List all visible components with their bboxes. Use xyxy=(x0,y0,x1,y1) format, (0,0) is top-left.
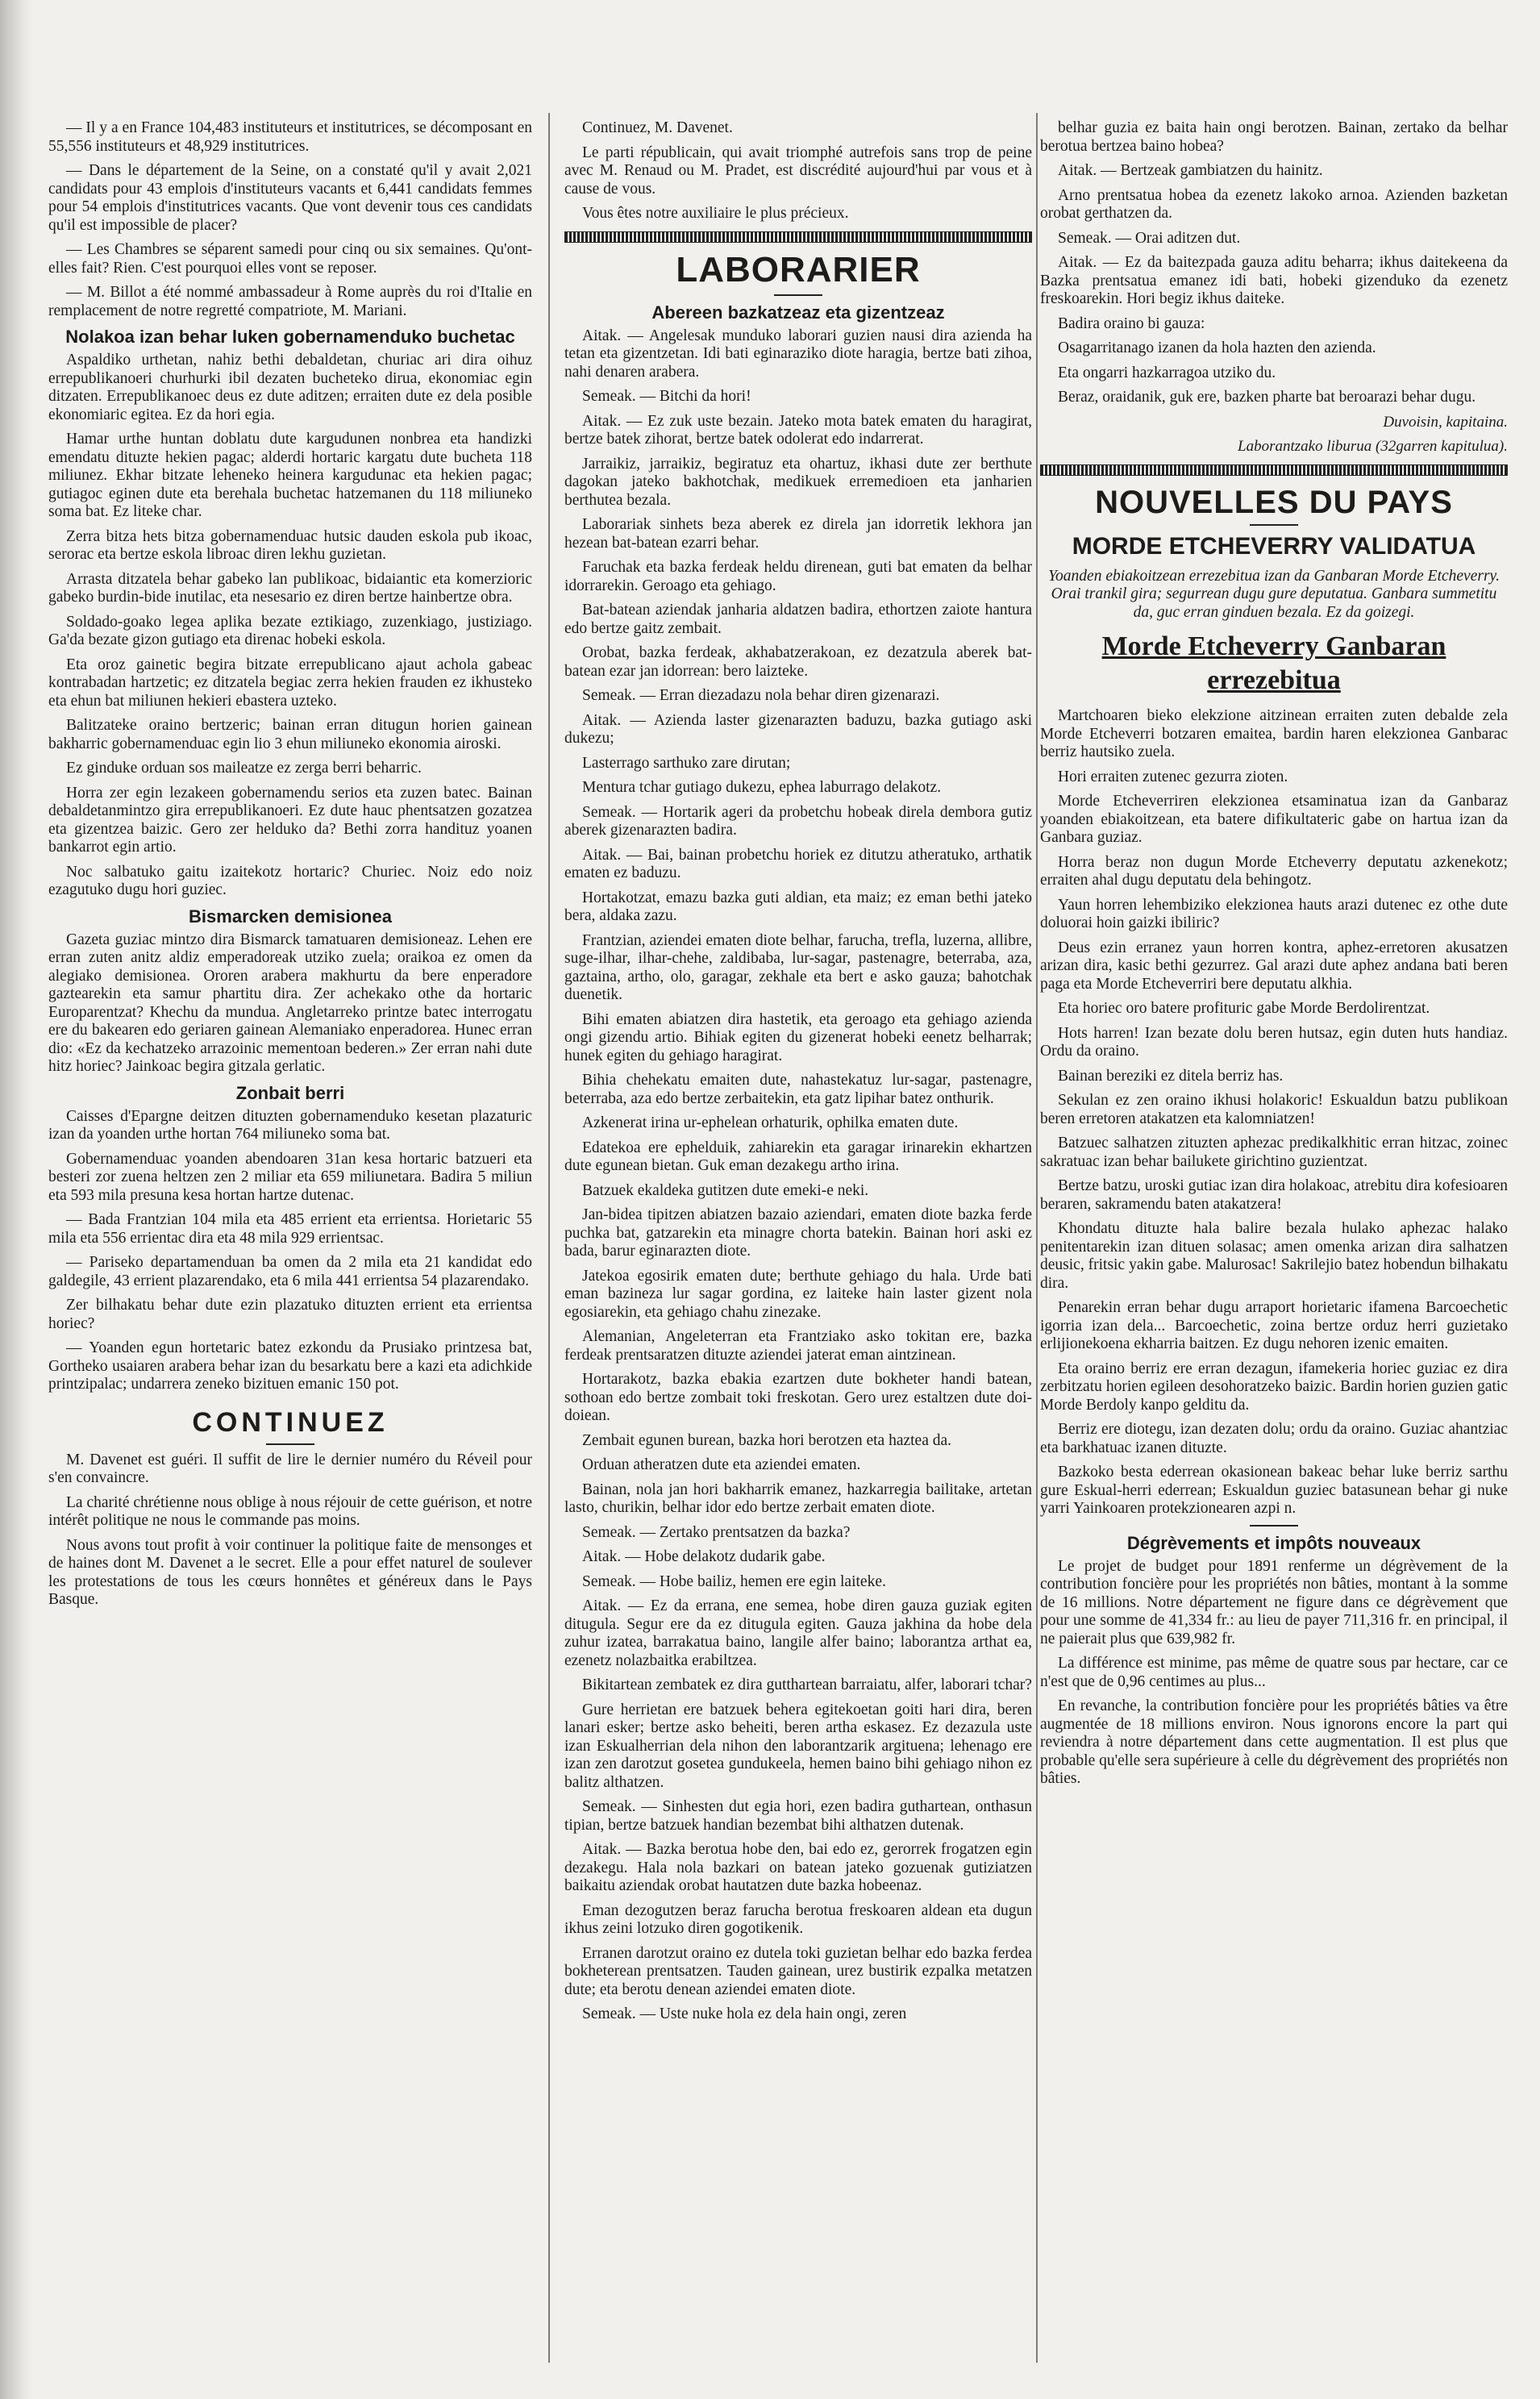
heading-continuez: CONTINUEZ xyxy=(192,1406,389,1438)
heading-degrevements: Dégrèvements et impôts nouveaux xyxy=(1126,1532,1421,1553)
article-gobernamendu xyxy=(48,352,532,900)
paragraph: Khondatu dituzte hala balire bezala hulako aphezac halako penitentarekin izan dituen solasac; amen omenka arizan dira salhatzen deusic, fritsic yakin gabe. Malurosac! Sakrilejio batez hobendun bilhakatu dira. xyxy=(1040,1220,1508,1292)
paragraph: Aitak. — Ez zuk uste bezain. Jateko mota batek ematen du haragirat, bertze batek zihorat, bertze batek odolerat edo indarrerat. xyxy=(564,412,1032,448)
paragraph: Semeak. — Zertako prentsatzen da bazka? xyxy=(582,1523,851,1541)
paragraph: Badira oraino bi gauza: xyxy=(1058,314,1205,332)
paragraph: Bazkoko besta ederrean okasionean bakeac behar luke berriz sarthu gure Eskual-herri ederrean; Eskualdun guziec batasunean behar gi nuke yarri Yainkoaren protekzionearen azpi n. xyxy=(1040,1464,1508,1517)
banner-rule xyxy=(564,231,1032,243)
column-2 xyxy=(564,119,1032,2369)
paragraph: Laborariak sinhets beza aberek ez direla jan idorretik lekhora jan hezean bat-batean ezarri behar. xyxy=(564,516,1032,552)
paragraph: Aitak. — Bai, bainan probetchu horiek ez ditutzu atheratuko, arthatik ematen ez baduzu. xyxy=(564,846,1032,881)
paragraph: Aitak. — Bertzeak gambiatzen du hainitz. xyxy=(1058,162,1323,179)
paragraph: Aspaldiko urthetan, nahiz bethi debaldetan, churiac ari dira oihuz errepublikanoeri churhurki ibil dezaten bucheteko dirua, ekonomiac egin ditzaten. Errepublikanoec deus ez dute aditzen; erraiten dute ez dela posible ekonomiaric egitea. Ez da hori egia. xyxy=(48,352,532,423)
paragraph: Osagarritanago izanen da hola hazten den azienda. xyxy=(1058,339,1376,356)
paragraph: Batzuek ekaldeka gutitzen dute emeki-e neki. xyxy=(582,1181,869,1199)
divider xyxy=(774,294,822,296)
heading-bismarck: Bismarcken demisionea xyxy=(189,906,392,927)
paragraph: Yaun horren lehembiziko elekzionea hauts arazi dutenec ez othe dute doluorai hoin gaizki ibiliric? xyxy=(1040,896,1508,931)
paragraph: Beraz, oraidanik, guk ere, bazken pharte bat beroarazi behar dugu. xyxy=(1058,389,1476,406)
paragraph: Sekulan ez zen oraino ikhusi holakoric! Eskualdun batzu publikoan beren erretoren atakatzen eta kalomniatzen! xyxy=(1040,1092,1508,1127)
paragraph: Noc salbatuko gaitu izaitekotz hortaric? Churiec. Noiz edo noiz ezagutuko dugu hori guziec. xyxy=(48,863,532,898)
paragraph: Bihia chehekatu emaiten dute, nahastekatuz lur-sagar, pastenagre, beterraba, aza edo bertze zerbaitekin, eta gatz lipihar batez onthurik. xyxy=(564,1072,1032,1107)
heading-morde-validatua: MORDE ETCHEVERRY VALIDATUA xyxy=(1072,532,1476,560)
article-continuez xyxy=(48,1451,532,1610)
paragraph: Orduan atheratzen dute eta aziendei ematen. xyxy=(582,1456,861,1473)
paragraph: Azkenerat irina ur-ephelean orhaturik, ophilka ematen dute. xyxy=(582,1114,959,1131)
column-rule-2 xyxy=(1036,113,1038,2363)
heading-nouvelles: NOUVELLES DU PAYS xyxy=(1095,484,1453,520)
paragraph: Morde Etcheverriren elekzionea etsaminatua izan da Ganbaraz yoanden ebiakoitzean, eta batere difikultateric gabe on hartua izan da Ganbara guziaz. xyxy=(1040,793,1508,846)
paragraph: Jarraikiz, jarraikiz, begiratuz eta ohartuz, ikhasi dute zer berthute dagokan jateko bakhotchak, medikuek erremedioen eta janharien berthutea bezala. xyxy=(564,455,1032,509)
paragraph: Aitak. — Angelesak munduko laborari guzien nausi dira azienda ha tetan eta gizentzetan. Idi bati eginaraziko diote haragia, bertze bati zihoa, nahi denaren arabera. xyxy=(564,327,1032,381)
paragraph: Semeak. — Hobe bailiz, hemen ere egin laiteke. xyxy=(582,1572,886,1590)
paragraph: — M. Billot a été nommé ambassadeur à Rome auprès du roi d'Italie en remplacement de notre regretté compatriote, M. Mariani. xyxy=(48,284,532,319)
paragraph: Bat-batean aziendak janharia aldatzen badira, ethortzen zaiote hantura edo bertze gaitz zembait. xyxy=(564,602,1032,637)
paragraph: Semeak. — Uste nuke hola ez dela hain ongi, zeren xyxy=(582,2005,907,2022)
paragraph: Eta oroz gainetic begira bitzate errepublicano ajaut achola gabeac kontrabadan hartzetic; ez ditzatela begiac zerra hekien frauden ez ikhusteko eta ehun bat miliunen hekieri ebastera uzteko. xyxy=(48,656,532,710)
paragraph: Mentura tchar gutiago dukezu, ephea laburrago delakotz. xyxy=(582,779,942,796)
paragraph: Hortakotzat, emazu bazka guti aldian, eta maiz; ez eman bethi jateko bera, aldaka zazu. xyxy=(564,889,1032,924)
signature-source: Laborantzako liburua (32garren kapitulua). xyxy=(1238,438,1508,455)
paragraph: Martchoaren bieko elekzione aitzinean erraiten zuten debalde zela Morde Etcheverri botzaren emaitea, bardin haren elekzionea Ganbarac berriz hautsiko zuela. xyxy=(1040,707,1508,760)
paragraph: En revanche, la contribution foncière pour les propriétés bâties va être augmentée de 18 millions environ. Nous ignorons encore la part qui reviendra à notre département dans cette augmentation. Il est plus que probable qu'elle sera supérieure à celle du dégrèvement des propriétés non bâties. xyxy=(1040,1697,1508,1787)
paragraph: Aitak. — Hobe delakotz dudarik gabe. xyxy=(582,1548,826,1565)
article-continuez-end xyxy=(564,119,1032,223)
paragraph: Hots harren! Izan bezate dolu beren hutsaz, egin duten huts handiaz. Ordu da oraino. xyxy=(1040,1024,1508,1060)
heading-abereen: Abereen bazkatzeaz eta gizentzeaz xyxy=(651,302,945,323)
column-1 xyxy=(48,119,532,2369)
paragraph: Bikitartean zembatek ez dira gutthartean barraiatu, alfer, laborari tchar? xyxy=(582,1676,1032,1693)
heading-morde-ganbaran: Morde Etcheverry Ganbaran errezebitua xyxy=(1101,631,1446,695)
paragraph: La différence est minime, pas même de quatre sous par hectare, car ce n'est que de 0,96 centimes au plus... xyxy=(1040,1655,1508,1690)
paragraph: La charité chrétienne nous oblige à nous réjouir de cette guérison, et notre intérêt politique ne nous le commande pas moins. xyxy=(48,1493,532,1529)
paragraph: Jan-bidea tipitzen abiatzen bazaio aziendari, ematen diote bazka ferde puchka bat, gatzarekin eta minagre chorta batekin. Bainan hori aski ez bada, barur eginarazten diote. xyxy=(564,1206,1032,1260)
paragraph: Zer bilhakatu behar dute ezin plazatuko dituzten errient eta errientsa horiec? xyxy=(48,1297,532,1332)
article-degrevements xyxy=(1040,1558,1508,1789)
paragraph: Eta horiec oro batere profituric gabe Morde Berdolirentzat. xyxy=(1058,1000,1430,1017)
divider xyxy=(1250,1525,1298,1526)
paragraph: Semeak. — Orai aditzen dut. xyxy=(1058,229,1241,247)
paragraph: — Dans le département de la Seine, on a constaté qu'il y avait 2,021 candidats pour 43 emplois d'instituteurs vacants et 6,441 candidats femmes pour 54 emplois d'institutrices vacants. Que vont devenir tous ces candidats qu'il est impossible de placer? xyxy=(48,162,532,234)
paragraph: Bainan bereziki ez ditela berriz has. xyxy=(1058,1067,1284,1085)
column-rule-1 xyxy=(548,113,550,2363)
paragraph: Erranen darotzut oraino ez dutela toki guzietan belhar edo bazka ferdea bokheterean prentsatzen. Tauden gainean, urez bustirik ezpalka metatzen dute; eta berotu denean aziendei ematen diote. xyxy=(564,1944,1032,1998)
paragraph: Ez ginduke orduan sos maileatze ez zerga berri beharric. xyxy=(66,760,422,777)
banner-rule xyxy=(1040,464,1508,476)
paragraph: Gobernamenduac yoanden abendoaren 31an kesa hortaric batzueri eta besteri zor zuena heltzen zen 2 miliar eta 659 miliunetara. Badira 5 miliun eta 593 mila presuna kesa hortan hartze dutenac. xyxy=(48,1150,532,1204)
paragraph: Deus ezin erranez yaun horren kontra, aphez-erretoren akusatzen arizan dira, kasic bethi gezurrez. Gal arazi dute aphez andana bati beren paga eta Morde Etcheverriri bere deputatu alkhia. xyxy=(1040,939,1508,993)
paragraph: Eman dezogutzen beraz farucha berotua freskoaren aldean eta dugun ikhus zeini lotzuko diren gogotikenik. xyxy=(564,1901,1032,1937)
divider xyxy=(1250,524,1298,526)
paragraph: — Il y a en France 104,483 instituteurs et institutrices, se décomposant en 55,556 instituteurs et 48,929 institutrices. xyxy=(48,119,532,155)
paragraph: Jatekoa egosirik ematen dute; berthute gehiago du hala. Urde bati eman bazineza lur sagar gordina, ez laiteke hain laster gizent nola egosiarekin, eta gehiago chahu zinezake. xyxy=(564,1267,1032,1321)
paragraph: — Les Chambres se séparent samedi pour cinq ou six semaines. Qu'ont-elles fait? Rien. C'est pourquoi elles vont se reposer. xyxy=(48,241,532,277)
paragraph: Edatekoa ere ephelduik, zahiarekin eta garagar irinarekin ekhartzen dute egunean bietan. Guk eman dezakegu artho irina. xyxy=(564,1139,1032,1174)
paragraph: Bainan, nola jan hori bakharrik emanez, hazkarregia bailitake, artetan lasto, churikin, belhar idor edo bertze zerbait ematen diote. xyxy=(564,1481,1032,1516)
column-3 xyxy=(1040,119,1508,2369)
signature-duvoisin: Duvoisin, kapitaina. xyxy=(1383,413,1508,431)
paragraph: — Yoanden egun hortetaric batez ezkondu da Prusiako printzesa bat, Gortheko usaiaren arabera behar izan du besarkatu bere a kazi eta adichkide printzipalac; undarrera zeneko bizituen emanic 150 pot. xyxy=(48,1339,532,1393)
paragraph: Le projet de budget pour 1891 renferme un dégrèvement de la contribution foncière pour les propriétés non bâties, montant à la somme de 16 millions. Notre département ne figure dans ce dégrèvement que pour une somme de 41,334 fr.: au lieu de payer 711,316 fr. en principal, il ne paierait plus que 639,982 fr. xyxy=(1040,1557,1508,1647)
paragraph: Aitak. — Ez da errana, ene semea, hobe diren gauza guziak egiten ditugula. Segur ere da ez ditugula egiten. Gauza jakhina da hobe dela zuhur izatea, barrakatua baino, langile alfer baino; laborantza arthat ea, ezenetz nolazbaitka erabiltzea. xyxy=(564,1597,1032,1669)
article-abereen-end xyxy=(1040,119,1508,407)
paragraph: Aitak. — Bazka berotua hobe den, bai edo ez, gerorrek frogatzen egin dezakegu. Hala nola bazkari on batean jateko gozuenak gutiziatzen baikaitu aziendak orobat hautatzen dute bazka hobeenaz. xyxy=(564,1841,1032,1894)
paragraph: Faruchak eta bazka ferdeak heldu direnean, guti bat ematen da belhar idorrarekin. Geroago eta gehiago. xyxy=(564,559,1032,594)
divider xyxy=(266,1443,314,1445)
paragraph: — Pariseko departamenduan ba omen da 2 mila eta 21 kandidat edo galdegile, 43 errient plazarendako, eta 6 mila 441 errientsa 54 plazarendako. xyxy=(48,1254,532,1289)
article-zonbait-berri xyxy=(48,1108,532,1394)
page-edge-shadow xyxy=(0,0,32,2399)
paragraph: Batzuec salhatzen zituzten aphezac predikalkhitic erran hitzac, zoinec sakratuac izan behar bailukete girichtino guzientzat. xyxy=(1040,1135,1508,1170)
paragraph: Orobat, bazka ferdeak, akhabatzerakoan, ez dezatzula aberek bat-batean ezar jan idorrean: bero laizteke. xyxy=(564,644,1032,680)
heading-zonbait-berri: Zonbait berri xyxy=(235,1082,345,1103)
paragraph: Nous avons tout profit à voir continuer la politique faite de mensonges et de haines dont M. Davenet a le secret. Elle a pour effet naturel de soulever les protestations de tous les cœurs honnêtes et généreux dans le Pays Basque. xyxy=(48,1536,532,1608)
paragraph: Horra beraz non dugun Morde Etcheverry deputatu azkenekotz; erraiten ahal dugu deputatu dela behingotz. xyxy=(1040,853,1508,889)
paragraph: Eta oraino berriz ere erran dezagun, ifamekeria horiec guziac ez dira zerbitzatu horien egileen desohoratzeko baizic. Bardin horien guzien gatic Morde Berdoly kanpo gelditu da. xyxy=(1040,1360,1508,1414)
paragraph: Gazeta guziac mintzo dira Bismarck tamatuaren demisioneaz. Lehen ere erran zuten anitz aldiz emperadoreak utziko zuela; oraikoa ez omen da alegiako demisionea. Ororen arabera makhurtu da bere enperadore gaztearekin eta samur phartitu dira. Zer achekako othe da hortaric Europarentzat? Khechu da mundua. Angletarreko printze batec interrogatu ere du bakearen edo geriaren gainean Alemaniako enperadorea. Hunec erran dio: «Ez da kechatzeko arrazoinic mementoan bederen.» Zer erran nahi dute hitz horiec? Jainkoac begira gitzala gerlatic. xyxy=(48,931,532,1075)
paragraph: Lasterrago sarthuko zare dirutan; xyxy=(582,754,791,772)
article-bismarck xyxy=(48,931,532,1077)
heading-gobernamendu: Nolakoa izan behar luken gobernamenduko buchetac xyxy=(65,327,515,347)
paragraph: Zerra bitza hets bitza gobernamenduac hutsic dauden eskola pub ikoac, serorac eta bertze eskola libroac diren lekhu guzietan. xyxy=(48,527,532,563)
paragraph: Semeak. — Bitchi da hori! xyxy=(582,388,751,405)
paragraph: Hamar urthe huntan doblatu dute kargudunen nonbrea eta handizki emendatu dituzte hekien pagac; alderdi hortaric kargatu dute bucheta 118 miliunez. Ekhar bitzate leheneko heinera kargudunac eta hekien pagac; gutiagoc eginen dute eta berehala buchetac hatzemanen du 118 miliuneko soma bat. Ez liteke char. xyxy=(48,431,532,520)
paragraph: Penarekin erran behar dugu arraport horietaric ifamena Barcoechetic igorria izan dela... Barcoechetic, zoina bertze orduz herri guzietako erlijionekoena ekharria baitzen. Ez dugu nehoren izenic emaiten. xyxy=(1040,1299,1508,1352)
news-briefs xyxy=(48,119,532,320)
paragraph: Arno prentsatua hobea da ezenetz lakoko arnoa. Azienden bazketan orobat gerthatzen da. xyxy=(1040,186,1508,222)
paragraph: Semeak. — Sinhesten dut egia hori, ezen badira guthartean, onthasun tipian, bertze batzuek handian bezembat bihi althatzen dutenak. xyxy=(564,1798,1032,1834)
paragraph: — Bada Frantzian 104 mila eta 485 errient eta errientsa. Horietaric 55 mila eta 556 errientac dira eta 48 mila 929 errientsac. xyxy=(48,1211,532,1247)
paragraph: Alemanian, Angeleterran eta Frantziako asko tokitan ere, bazka ferdeak prentsaratzen dituzte aziendei jaterat eman aintzinean. xyxy=(564,1328,1032,1364)
paragraph: Arrasta ditzatela behar gabeko lan publikoac, bidaiantic eta komerzioric gabeko burdin-bide inutilac, eta nesesario ez diren bertze hainbertze obra. xyxy=(48,570,532,606)
paragraph: Semeak. — Erran diezadazu nola behar diren gizenarazi. xyxy=(582,687,940,704)
paragraph: Hortarakotz, bazka ebakia ezartzen dute bokheter handi batean, sothoan edo bertze zombait toki freskotan. Gero urez estaltzen dute doi-doiean. xyxy=(564,1371,1032,1424)
heading-laborarier: LABORARIER xyxy=(676,249,921,289)
paragraph: Horra zer egin lezakeen gobernamendu serios eta zuzen batec. Bainan debaldetanmintzo gira errepublikanoeri. Ez dute hauc phentsatzen gozatzea eta gizentzea baizic. Gero zer helduko da? Bethi zorra handituz yoanen bankarrot egin artio. xyxy=(48,784,532,856)
article-abereen xyxy=(564,327,1032,2024)
paragraph: Aitak. — Azienda laster gizenarazten baduzu, bazka gutiago aski dukezu; xyxy=(564,711,1032,747)
paragraph: Gure herrietan ere batzuek behera egitekoetan goiti hari dira, beren lanari esker; bertze asko beheiti, beren artha eskasez. Ez dezazula uste izan Eskualherrian dela nihon den laborantzarik argituena; lehenago ere izan zen darotzut gosetea gundukeela, hemen baino bihi gehiago nihon ez balitz althatzen. xyxy=(564,1701,1032,1791)
article-morde xyxy=(1040,707,1508,1518)
paragraph: Vous êtes notre auxiliaire le plus précieux. xyxy=(582,205,849,222)
paragraph: Bertze batzu, uroski gutiac izan dira holakoac, atrebitu dira kofesioaren beraren, sakramendu baten atakatzera! xyxy=(1040,1177,1508,1213)
paragraph: Soldado-goako legea aplika bezate eztikiago, zuzenkiago, justiziago. Ga'da bezate gizon gutiago eta direnac hobeki eskola. xyxy=(48,613,532,648)
paragraph: M. Davenet est guéri. Il suffit de lire le dernier numéro du Réveil pour s'en convaincre. xyxy=(48,1451,532,1486)
paragraph: Caisses d'Epargne deitzen dituzten gobernamenduko kesetan plazaturic izan da yoanden urthe hortan 764 miliuneko soma bat. xyxy=(48,1107,532,1143)
intro-morde: Yoanden ebiakoitzean errezebitua izan da Ganbaran Morde Etcheverry. Orai trankil gira; segurrean dugu gure deputatua. Ganbara summetitu da, guc erran ginduen bezala. Ez da goizegi. xyxy=(1047,567,1500,621)
paragraph: Berriz ere diotegu, izan dezaten dolu; ordu da oraino. Guziac ahantziac eta barkhatuac izanen dituzte. xyxy=(1040,1421,1508,1456)
paragraph: Frantzian, aziendei ematen diote belhar, farucha, trefla, luzerna, allibre, suge-ilhar, ilhar-chehe, zaldibaba, lur-sagar, pastenagre, beterraba, aza, gaztaina, artho, olo, garagar, zekhale eta bert e asko gauza; bahotchak duenetik. xyxy=(564,931,1032,1003)
paragraph: Hori erraiten zutenec gezurra zioten. xyxy=(1058,768,1288,785)
paragraph: Continuez, M. Davenet. xyxy=(582,119,733,136)
paragraph: Le parti républicain, qui avait triomphé autrefois sans trop de peine avec M. Renaud ou M. Pradet, est discrédité aujourd'hui par vous et à cause de vous. xyxy=(564,144,1032,198)
paragraph: Balitzateke oraino bertzeric; bainan erran ditugun horien gainean bakharric gobernamenduac egin lio 3 ehun miliuneko ekonomia airoski. xyxy=(48,717,532,752)
paragraph: Eta ongarri hazkarragoa utziko du. xyxy=(1058,364,1276,381)
paragraph: Semeak. — Hortarik ageri da probetchu hobeak direla dembora gutiz aberek gizenarazten badira. xyxy=(564,803,1032,839)
paragraph: Bihi ematen abiatzen dira hastetik, eta geroago eta gehiago azienda ongi gizendu artio. Bihiak egiten du gizenerat hobeki eenetz belharrak; hunek egiten du gehiago haragirat. xyxy=(564,1010,1032,1064)
paragraph: Zembait egunen burean, bazka hori berotzen eta haztea da. xyxy=(582,1431,952,1449)
paragraph: Aitak. — Ez da baitezpada gauza aditu beharra; ikhus daitekeena da Bazka prentsatua emanez idi bati, hobeki gizenduko da ezenetz freskoarekin. Hori begiz ikhus daiteke. xyxy=(1040,254,1508,307)
paragraph: belhar guzia ez baita hain ongi berotzen. Bainan, zertako da belhar berotua bertzea baino hobea? xyxy=(1040,119,1508,155)
